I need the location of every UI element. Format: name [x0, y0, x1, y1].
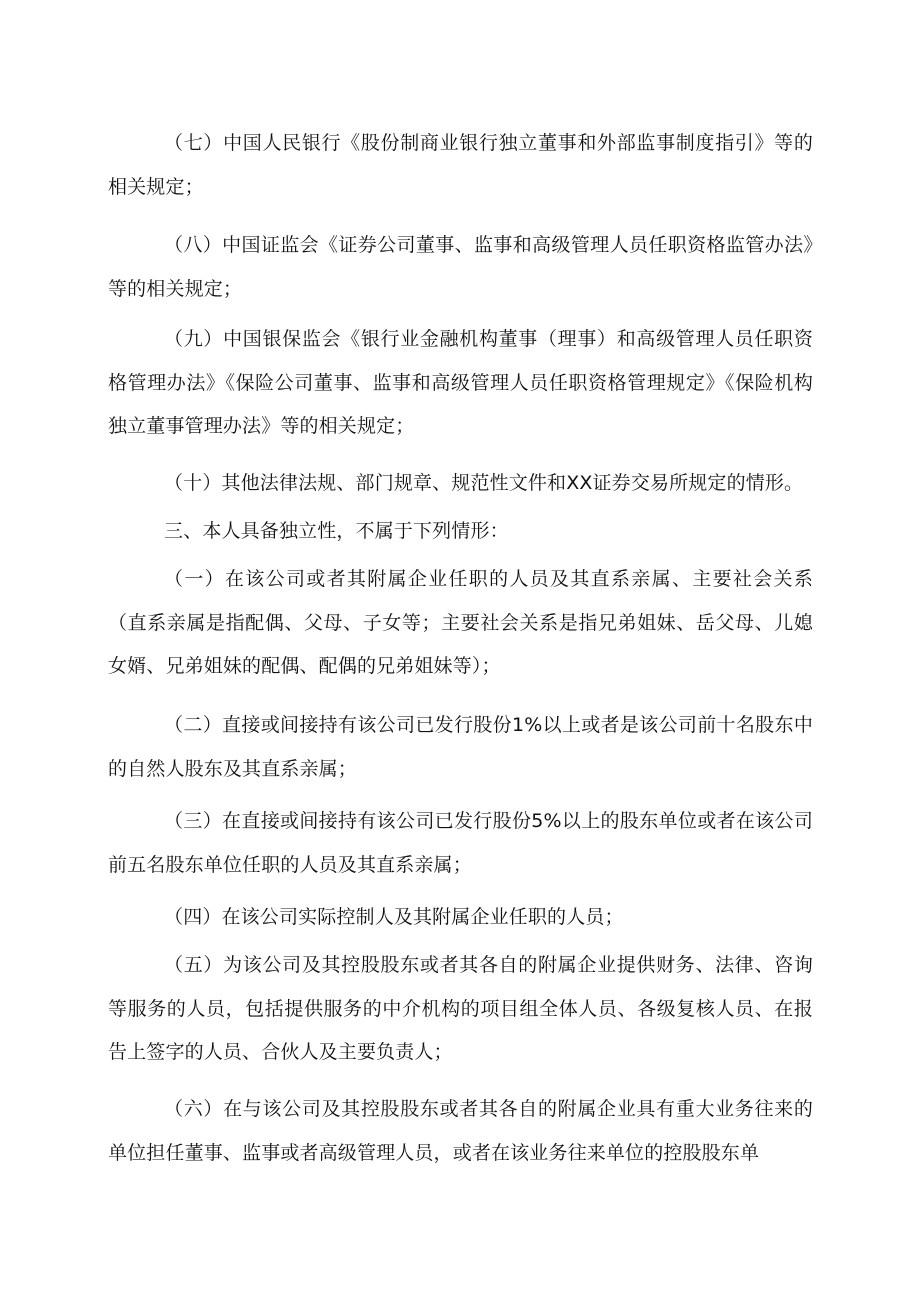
paragraph-item-5: （五）为该公司及其控股股东或者其各自的附属企业提供财务、法律、咨询等服务的人员，包括提供服务的中介机构的项目组全体人员、各级复核人员、在报告上签字的人员、合伙人及主要负责人； — [108, 954, 813, 1063]
paragraph-item-2: （二）直接或间接持有该公司已发行股份1%以上或者是该公司前十名股东中的自然人股东及其直系亲属； — [108, 714, 813, 780]
paragraph-item-7: （七）中国人民银行《股份制商业银行独立董事和外部监事制度指引》等的相关规定； — [108, 132, 813, 198]
paragraph-item-6: （六）在与该公司及其控股股东或者其各自的附属企业具有重大业务往来的单位担任董事、监事或者高级管理人员，或者在该业务往来单位的控股股东单 — [108, 1098, 813, 1164]
paragraph-item-1: （一）在该公司或者其附属企业任职的人员及其直系亲属、主要社会关系（直系亲属是指配偶、父母、子女等；主要社会关系是指兄弟姐妹、岳父母、儿媳女婿、兄弟姐妹的配偶、配偶的兄弟姐妹等）； — [108, 568, 813, 677]
paragraph-item-4: （四）在该公司实际控制人及其附属企业任职的人员； — [164, 906, 624, 928]
section-heading-3: 三、本人具备独立性，不属于下列情形： — [164, 520, 509, 542]
paragraph-item-9: （九）中国银保监会《银行业金融机构董事（理事）和高级管理人员任职资格管理办法》《保险公司董事、监事和高级管理人员任职资格管理规定》《保险机构独立董事管理办法》等的相关规定； — [108, 328, 813, 437]
paragraph-item-3: （三）在直接或间接持有该公司已发行股份5%以上的股东单位或者在该公司前五名股东单位任职的人员及其直系亲属； — [108, 810, 813, 876]
paragraph-item-10: （十）其他法律法规、部门规章、规范性文件和XX证券交易所规定的情形。 — [164, 472, 804, 494]
paragraph-item-8: （八）中国证监会《证券公司董事、监事和高级管理人员任职资格监管办法》等的相关规定； — [108, 234, 813, 300]
